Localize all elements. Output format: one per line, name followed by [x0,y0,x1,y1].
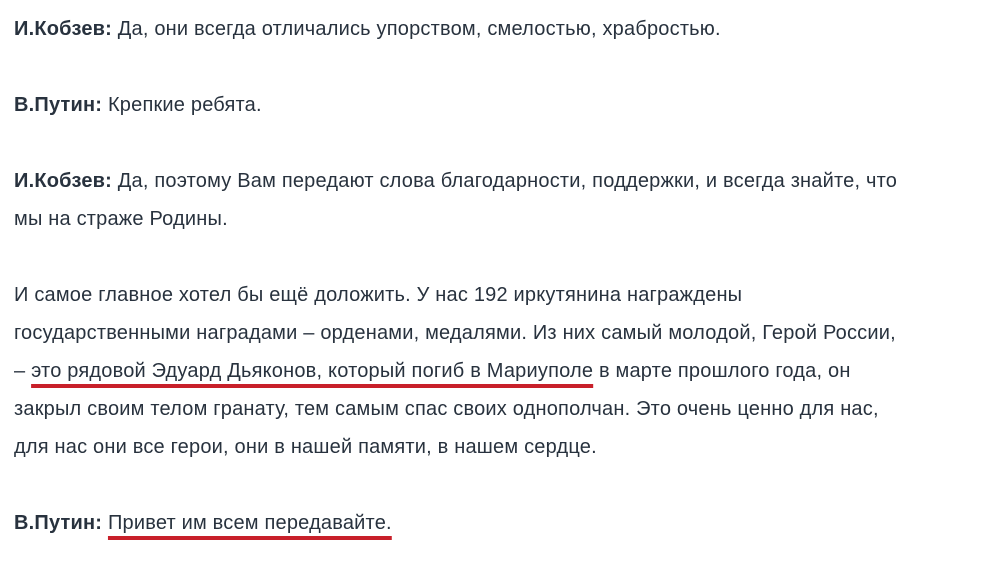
transcript-body [14,10,904,542]
text-segment: Да, поэтому Вам передают слова благодарности, поддержки, и всегда знайте, что мы на страже Родины. [14,170,898,230]
speaker-name: В.Путин: [14,94,103,116]
speaker-name: В.Путин: [14,512,103,534]
text-segment: Крепкие ребята. [102,94,262,116]
text-segment: И самое главное хотел бы ещё доложить. У нас 192 иркутянина награждены государственными наградами – орденами, медалями. Из них самый молодой, Герой России, – [14,284,896,382]
transcript-paragraph [14,162,904,238]
red-underlined-text: Привет им всем передавайте. [107,512,392,534]
transcript-paragraph [14,276,904,466]
transcript-paragraph [14,86,904,124]
transcript-paragraph [14,504,904,542]
transcript-paragraph [14,10,904,48]
text-segment: в марте прошлого года, он закрыл своим телом гранату, тем самым спас своих однополчан. Это очень ценно для нас, для нас они все герои, они в нашей памяти, в нашем сердце. [14,360,879,458]
red-underlined-text: это рядовой Эдуард Дьяконов, который погиб в Мариуполе [31,360,594,382]
speaker-name: И.Кобзев: [14,170,113,192]
speaker-name: И.Кобзев: [14,18,113,40]
text-segment: Да, они всегда отличались упорством, смелостью, храбростью. [112,18,721,40]
